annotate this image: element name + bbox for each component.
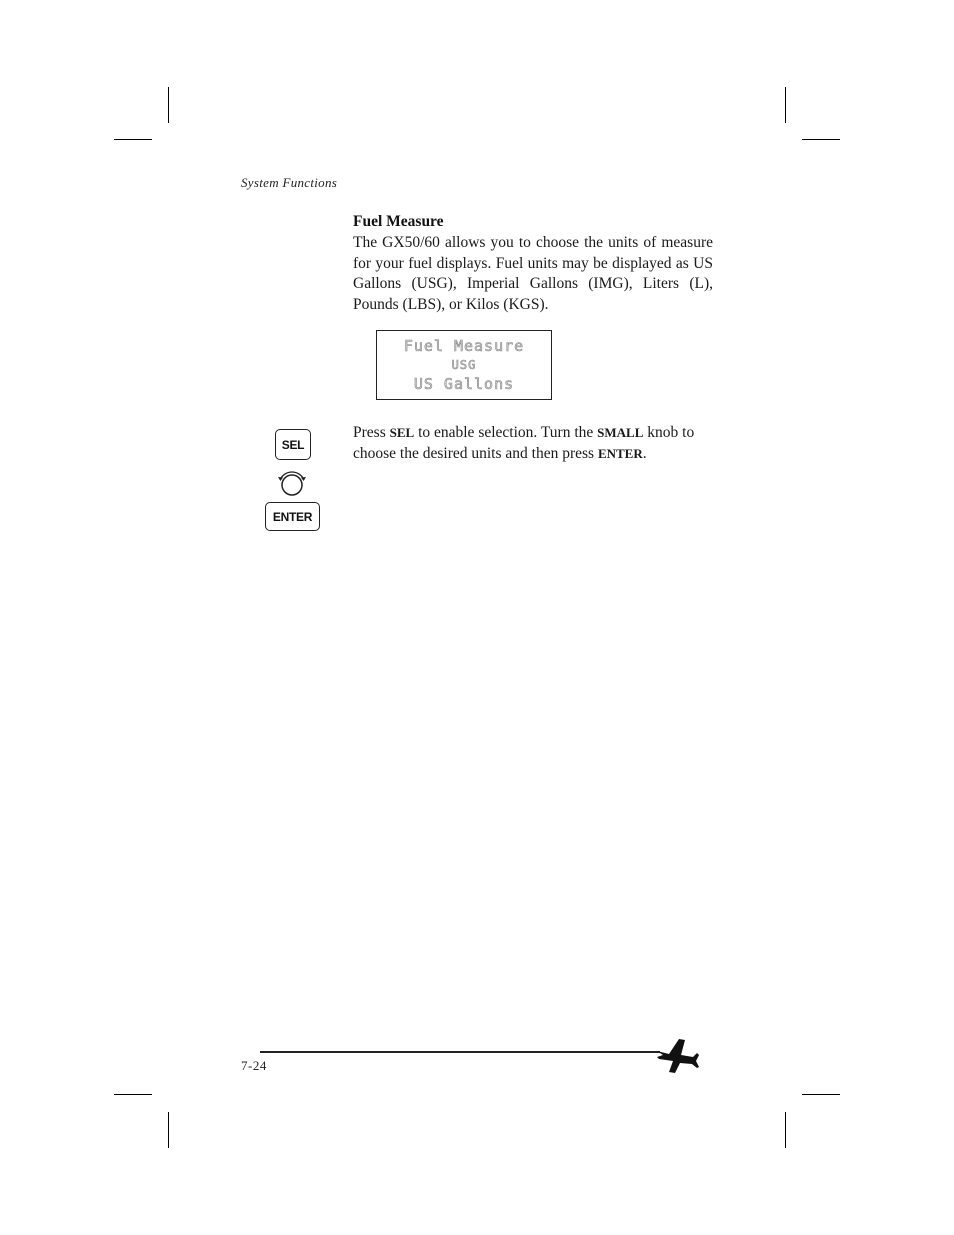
section-title: Fuel Measure <box>353 213 444 230</box>
crop-mark-top-right-h <box>802 139 840 140</box>
knob-icon <box>274 468 310 498</box>
running-header: System Functions <box>241 175 338 190</box>
crop-mark-bottom-right-h <box>802 1094 840 1095</box>
crop-mark-bottom-right-v <box>785 1112 786 1148</box>
lcd-display <box>376 330 552 400</box>
body-paragraph: The GX50/60 allows you to choose the units of measure for your fuel displays. Fuel units may be displayed as US Gallons (USG), Imperial Gallons (IMG), Liters (L), Pounds (LBS), or Kilos (KGS). <box>353 234 713 313</box>
crop-mark-bottom-left-v <box>168 1112 169 1148</box>
instruction-end: . <box>642 444 647 462</box>
instruction-enter-key: ENTER <box>597 445 643 461</box>
instruction-after-small: knob to choose the desired units and then press <box>353 424 695 462</box>
instruction-sel-key: SEL <box>389 425 415 440</box>
sel-button-icon: SEL <box>275 429 311 460</box>
instruction-press: Press <box>353 424 386 441</box>
lcd-line-abbrev: USG <box>451 358 477 372</box>
instruction-small-key: SMALL <box>597 425 644 440</box>
crop-mark-top-right-v <box>785 87 786 123</box>
page-number: 7-24 <box>241 1058 267 1073</box>
lcd-line-title: Fuel Measure <box>403 337 525 355</box>
lcd-line-unit: US Gallons <box>413 375 515 393</box>
instruction-text <box>353 423 718 464</box>
airplane-icon <box>655 1037 699 1073</box>
crop-mark-bottom-left-h <box>114 1094 152 1095</box>
instruction-middle: to enable selection. Turn the <box>418 424 594 441</box>
crop-mark-top-left-h <box>114 139 152 140</box>
crop-mark-top-left-v <box>168 87 169 123</box>
footer-rule <box>260 1051 660 1053</box>
enter-button-icon: ENTER <box>265 502 320 531</box>
